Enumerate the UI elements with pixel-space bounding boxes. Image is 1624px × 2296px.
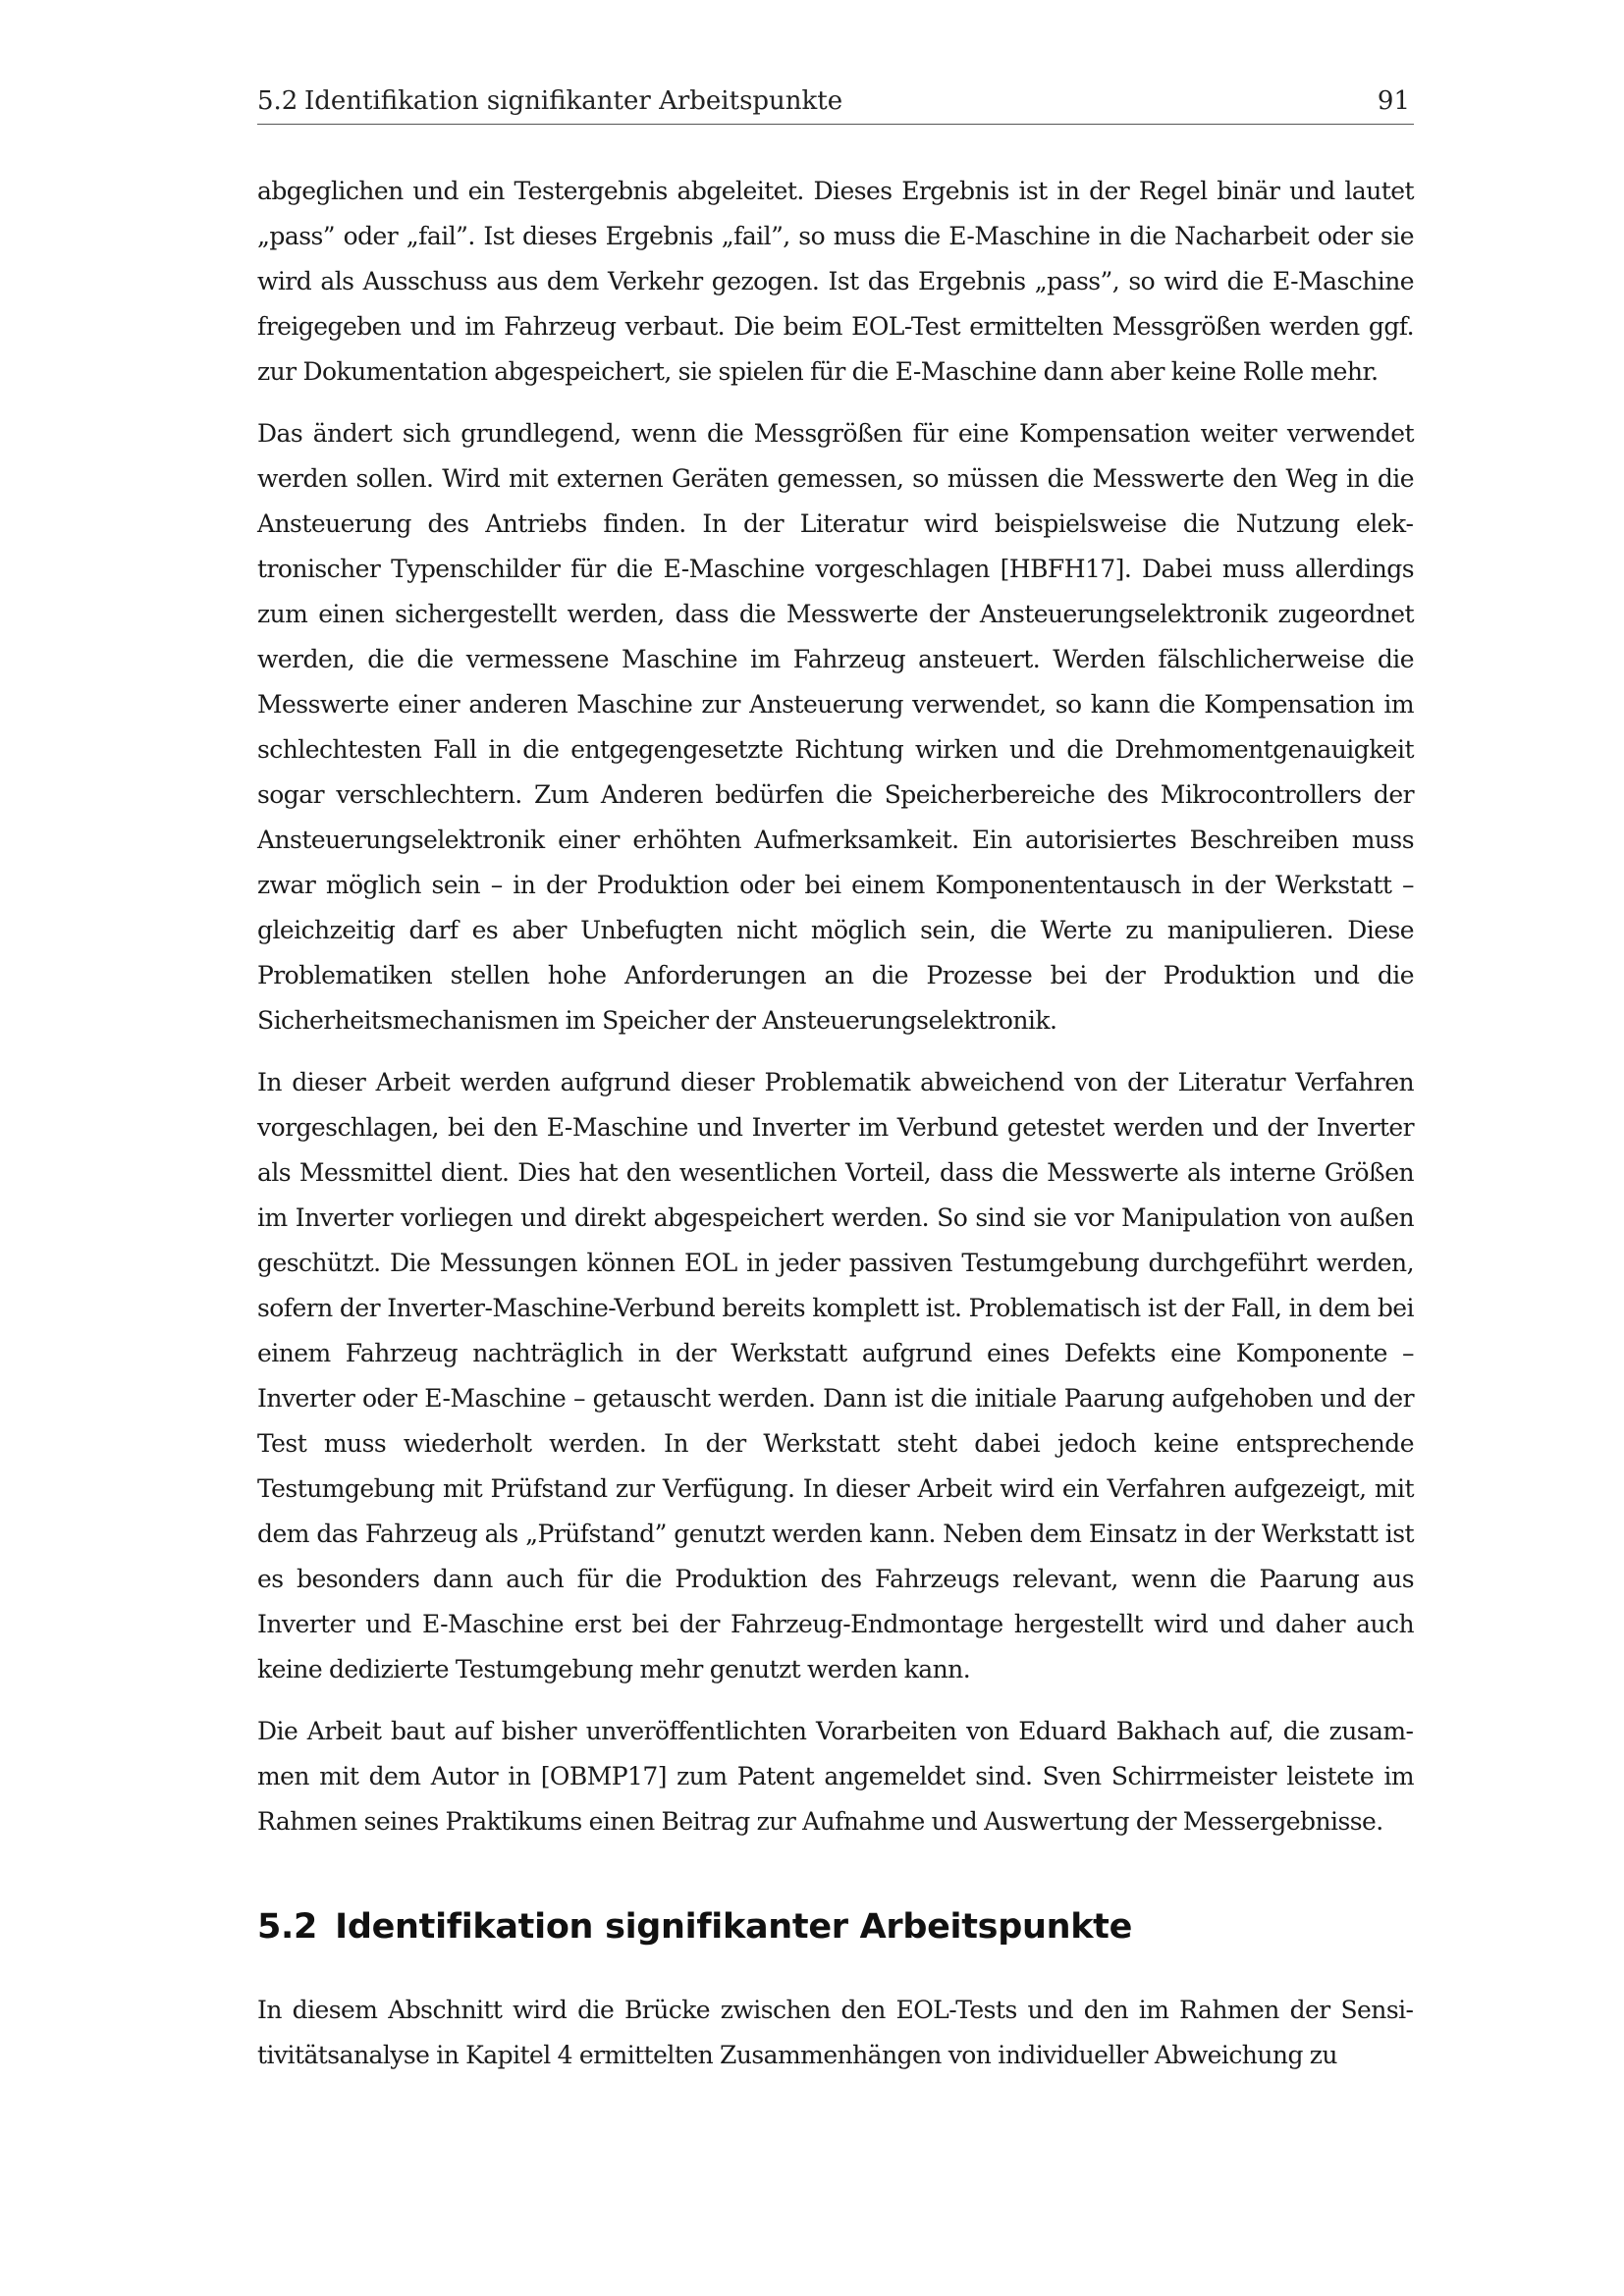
paragraph-acknowledgement: Die Arbeit baut auf bisher unveröffentlichten Vorarbeiten von Eduard Bakhach auf, die zusammen mit dem Autor in [OBMP17] zum Patent angemeldet sind. Sven Schirrmeister leistete im Rahmen seines Praktikums einen Beitrag zur Aufnahme und Auswertung der Messergebnisse. bbox=[257, 1717, 1414, 1836]
section-heading-title: Identifikation signifikanter Arbeitspunkte bbox=[335, 1907, 1133, 1947]
section-heading bbox=[257, 1905, 1414, 1949]
paragraph-compensation: Das ändert sich grundlegend, wenn die Messgrößen für eine Kompensation weiter verwendet werden sollen. Wird mit externen Geräten gemessen, so müssen die Messwerte den Weg in die Ansteuerung des Antriebs finden. In der Literatur wird beispielsweise die Nutzung elektronischer Typenschilder für die E-Maschine vorgeschlagen [HBFH17]. Dabei muss allerdings zum einen sichergestellt werden, dass die Messwerte der Ansteuerungselektronik zugeordnet werden, die die vermessene Maschine im Fahrzeug ansteuert. Werden fälschlicherweise die Messwerte einer anderen Maschine zur Ansteuerung verwendet, so kann die Kompensation im schlechtesten Fall in die entgegengesetzte Richtung wirken und die Drehmomentgenauigkeit sogar verschlechtern. Zum Anderen bedürfen die Speicherbereiche des Mikrocontrollers der Ansteuerungselektronik einer erhöhten Aufmerksamkeit. Ein autorisiertes Beschreiben muss zwar möglich sein – in der Produktion oder bei einem Komponententausch in der Werkstatt – gleichzeitig darf es aber Unbefugten nicht möglich sein, die Werte zu manipulieren. Diese Problematiken stellen hohe Anforderungen an die Prozesse bei der Produktion und die Sicherheitsmechanismen im Speicher der Ansteuerungselektronik. bbox=[257, 419, 1414, 1035]
paragraph-section-intro: In diesem Abschnitt wird die Brücke zwischen den EOL-Tests und den im Rahmen der Sensitivitätsanalyse in Kapitel 4 ermittelten Zusammenhängen von individueller Abweichung zu bbox=[257, 1996, 1414, 2069]
section-heading-number: 5.2 bbox=[257, 1907, 318, 1947]
paragraph-proposed-method: In dieser Arbeit werden aufgrund dieser Problematik abweichend von der Literatur Verfahren vorgeschlagen, bei den E-Maschine und Inverter im Verbund getestet werden und der Inverter als Messmittel dient. Dies hat den wesentlichen Vorteil, dass die Messwerte als interne Größen im Inverter vorliegen und direkt abgespeichert werden. So sind sie vor Manipulation von außen geschützt. Die Messungen können EOL in jeder passiven Testumgebung durchgeführt werden, sofern der Inverter-Maschine-Verbund bereits komplett ist. Problematisch ist der Fall, in dem bei einem Fahrzeug nachträglich in der Werkstatt aufgrund eines Defekts eine Komponente – Inverter oder E-Maschine – getauscht werden. Dann ist die initiale Paarung aufgehoben und der Test muss wiederholt werden. In der Werkstatt steht dabei jedoch keine entsprechende Testumgebung mit Prüfstand zur Verfügung. In dieser Arbeit wird ein Verfahren aufgezeigt, mit dem das Fahrzeug als „Prüfstand” genutzt werden kann. Neben dem Einsatz in der Werkstatt ist es besonders dann auch für die Produktion des Fahrzeugs relevant, wenn die Paarung aus Inverter und E-Maschine erst bei der Fahrzeug-Endmontage hergestellt wird und daher auch keine dedizierte Testumgebung mehr genutzt werden kann. bbox=[257, 1068, 1414, 1683]
page-body bbox=[257, 169, 1414, 2095]
running-head-section-number: 5.2 bbox=[257, 86, 298, 116]
page-number: 91 bbox=[1377, 86, 1410, 116]
running-head bbox=[257, 84, 1414, 125]
paragraph-test-result: abgeglichen und ein Testergebnis abgeleitet. Dieses Ergebnis ist in der Regel binär und lautet „pass” oder „fail”. Ist dieses Ergebnis „fail”, so muss die E-Maschine in die Nacharbeit oder sie wird als Ausschuss aus dem Verkehr gezogen. Ist das Ergebnis „pass”, so wird die E-Maschine freigegeben und im Fahrzeug verbaut. Die beim EOL-Test ermittelten Messgrößen werden ggf. zur Dokumentation abgespeichert, sie spielen für die E-Maschine dann aber keine Rolle mehr. bbox=[257, 177, 1414, 386]
running-head-section-title: Identifikation signifikanter Arbeitspunkte bbox=[304, 86, 843, 116]
